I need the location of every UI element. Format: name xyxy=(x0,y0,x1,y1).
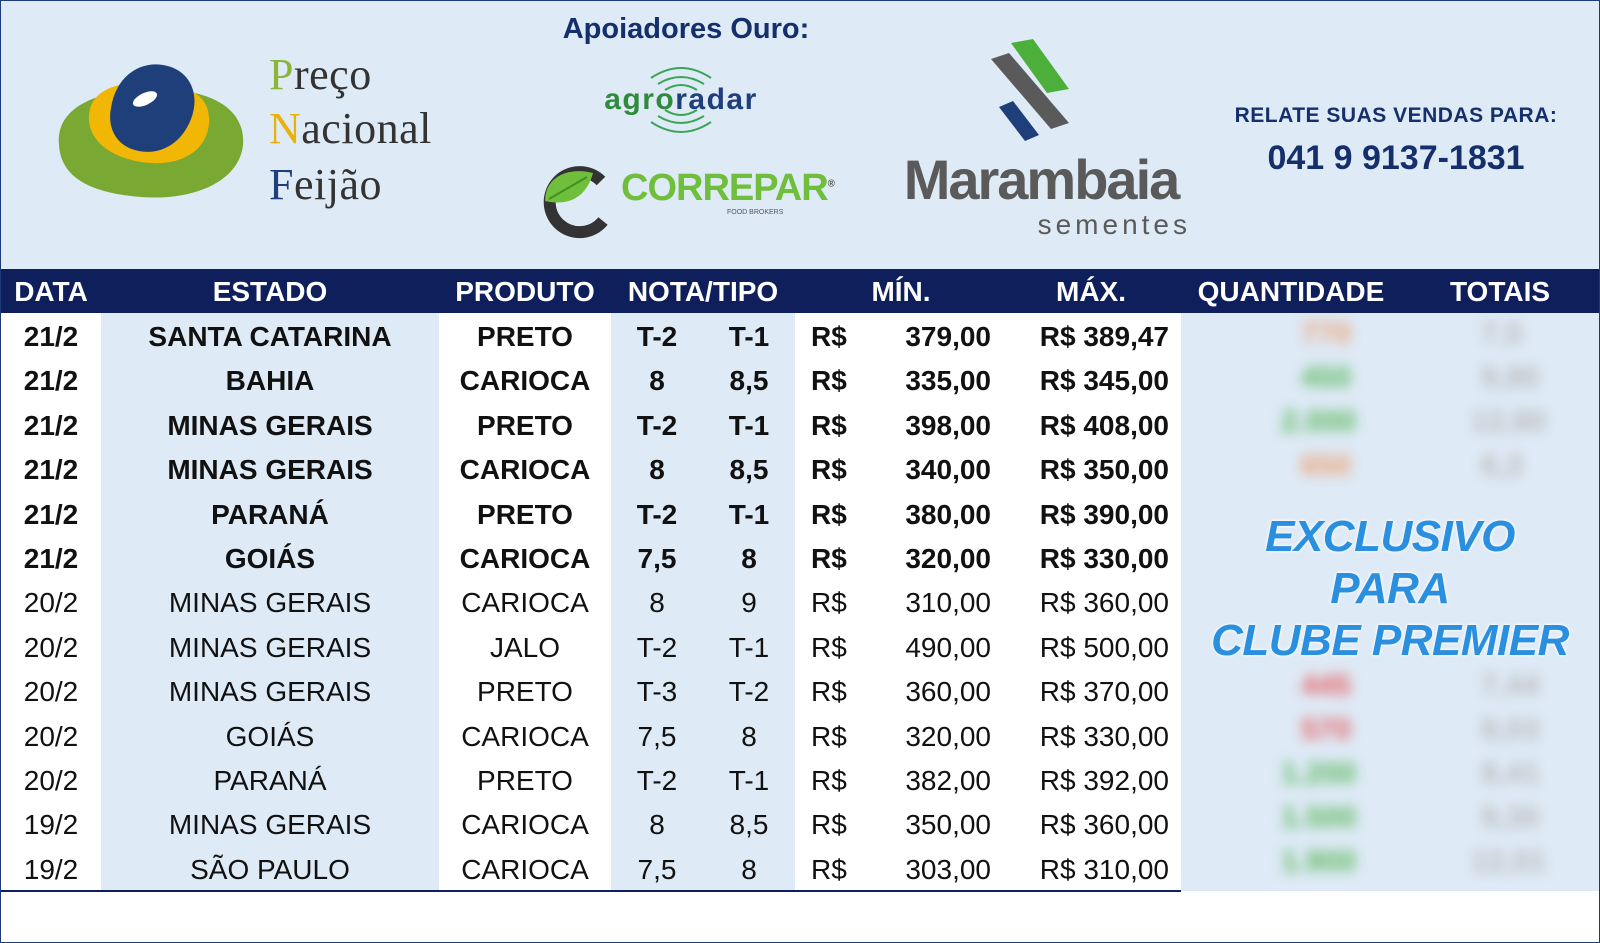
cell-produto: CARIOCA xyxy=(461,853,589,885)
blurred-value: 12,80 xyxy=(1471,405,1547,438)
cell-nota: 8 xyxy=(649,809,665,841)
col-header-produto: PRODUTO xyxy=(455,276,595,307)
cell-estado: MINAS GERAIS xyxy=(168,587,372,619)
cell-produto: PRETO xyxy=(477,409,573,441)
cell-nota: 7,5 xyxy=(637,720,677,752)
marambaia-wordmark: Marambaia xyxy=(903,148,1179,211)
cell-produto: CARIOCA xyxy=(459,454,591,486)
cell-estado: MINAS GERAIS xyxy=(167,454,373,486)
cell-tipo: T-1 xyxy=(728,498,770,530)
cell-data: 21/2 xyxy=(23,454,79,486)
cell-max: R$ 330,00 xyxy=(1039,720,1169,752)
exclusive-club-premier-overlay xyxy=(1181,511,1599,667)
cell-max: R$ 500,00 xyxy=(1039,631,1169,663)
cell-estado: SANTA CATARINA xyxy=(148,321,392,352)
agroradar-wordmark: agroradar xyxy=(604,83,758,116)
table-header xyxy=(1,269,1599,313)
brand-line-2: Nacional xyxy=(269,104,432,153)
blurred-value: 650 xyxy=(1301,449,1352,482)
blurred-value: 6,3 xyxy=(1481,449,1523,482)
cell-min: 379,00 xyxy=(905,321,991,352)
cell-data: 20/2 xyxy=(23,587,79,619)
blurred-value: 1.500 xyxy=(1281,801,1357,834)
cell-produto: CARIOCA xyxy=(461,809,589,841)
table-row xyxy=(1,491,1181,535)
cell-min: 382,00 xyxy=(905,765,991,796)
preco-nacional-feijao-logo xyxy=(51,50,471,223)
col-header-min: MÍN. xyxy=(871,276,931,307)
cell-estado: PARANÁ xyxy=(211,498,329,530)
cell-nota: 8 xyxy=(649,587,665,619)
cell-nota: 7,5 xyxy=(637,853,677,885)
cell-tipo: 8,5 xyxy=(729,365,769,397)
marambaia-logo xyxy=(891,31,1191,241)
table-row xyxy=(1,313,1181,357)
cell-min: 380,00 xyxy=(905,498,991,530)
cell-nota: T-2 xyxy=(636,765,678,796)
overlay-line-3: CLUBE PREMIER xyxy=(1211,616,1569,665)
table-row xyxy=(1,801,1181,845)
cell-data: 21/2 xyxy=(23,543,79,574)
cell-estado: GOIÁS xyxy=(225,720,315,752)
col-header-estado: ESTADO xyxy=(212,276,328,307)
cell-rs: R$ xyxy=(811,454,847,486)
table-row xyxy=(1,535,1181,579)
table-row xyxy=(1,402,1181,446)
overlay-line-1: EXCLUSIVO xyxy=(1265,512,1515,561)
cell-produto: PRETO xyxy=(477,321,573,352)
blurred-value: 7,44 xyxy=(1481,669,1540,702)
cell-max: R$ 370,00 xyxy=(1039,676,1169,708)
table-row xyxy=(1,579,1181,623)
blurred-value: 445 xyxy=(1301,669,1352,702)
contact-phone: 041 9 9137-1831 xyxy=(1267,139,1525,177)
cell-tipo: T-2 xyxy=(728,676,770,708)
cell-nota: T-3 xyxy=(636,676,678,708)
cell-min: 350,00 xyxy=(905,809,991,841)
cell-max: R$ 350,00 xyxy=(1039,454,1169,486)
cell-tipo: T-1 xyxy=(728,321,770,352)
blurred-value: 2.000 xyxy=(1281,405,1357,438)
cell-produto: CARIOCA xyxy=(459,365,591,397)
cell-max: R$ 360,00 xyxy=(1039,587,1169,619)
blurred-value: 8,41 xyxy=(1481,757,1540,790)
table-row xyxy=(1,624,1181,668)
col-header-max: MÁX. xyxy=(1056,276,1126,307)
cell-rs: R$ xyxy=(811,498,847,530)
cell-data: 20/2 xyxy=(23,720,79,752)
cell-data: 21/2 xyxy=(23,409,79,441)
cell-tipo: 8 xyxy=(741,720,757,752)
cell-rs: R$ xyxy=(811,809,847,841)
blurred-value: 7,5 xyxy=(1481,317,1523,350)
cell-min: 320,00 xyxy=(905,543,991,574)
cell-data: 21/2 xyxy=(23,321,79,352)
col-header-nota-tipo: NOTA/TIPO xyxy=(627,276,779,307)
cell-tipo: 9 xyxy=(741,587,757,619)
cell-max: R$ 330,00 xyxy=(1039,543,1169,574)
cell-data: 20/2 xyxy=(23,631,79,663)
cell-tipo: 8 xyxy=(741,543,757,574)
leaf-arrow-icon xyxy=(541,161,621,241)
cell-produto: PRETO xyxy=(477,765,573,796)
cell-min: 310,00 xyxy=(905,587,991,619)
blurred-value: 1.200 xyxy=(1281,757,1357,790)
table-row xyxy=(1,446,1181,490)
blurred-value: 770 xyxy=(1301,317,1352,350)
table-row xyxy=(1,713,1181,757)
col-header-quantidade: QUANTIDADE xyxy=(1197,276,1385,307)
blurred-value: 1.900 xyxy=(1281,845,1357,878)
cell-produto: CARIOCA xyxy=(459,543,591,574)
cell-tipo: T-1 xyxy=(728,631,770,663)
cell-produto: PRETO xyxy=(477,676,573,708)
cell-estado: PARANÁ xyxy=(213,765,327,796)
cell-produto: JALO xyxy=(489,631,561,663)
blurred-value: 8,03 xyxy=(1481,713,1540,746)
cell-rs: R$ xyxy=(811,365,847,397)
cell-max: R$ 392,00 xyxy=(1039,765,1169,796)
cell-data: 20/2 xyxy=(23,765,79,796)
cell-min: 335,00 xyxy=(905,365,991,397)
cell-min: 320,00 xyxy=(905,720,991,752)
brand-line-1: Preço xyxy=(269,50,372,99)
cell-rs: R$ xyxy=(811,765,847,796)
cell-data: 21/2 xyxy=(23,498,79,530)
cell-produto: PRETO xyxy=(477,498,573,530)
cell-data: 19/2 xyxy=(23,809,79,841)
cell-nota: T-2 xyxy=(636,631,678,663)
cell-max: R$ 389,47 xyxy=(1039,321,1169,352)
report-sales-label: RELATE SUAS VENDAS PARA: xyxy=(1234,104,1558,127)
cell-nota: 7,5 xyxy=(637,543,677,574)
correpar-subtitle: FOOD BROKERS xyxy=(727,209,784,216)
col-header-data: DATA xyxy=(14,276,88,307)
blurred-value: 12,01 xyxy=(1471,845,1547,878)
cell-rs: R$ xyxy=(811,631,847,663)
cell-max: R$ 408,00 xyxy=(1039,409,1169,441)
overlay-line-2: PARA xyxy=(1330,564,1450,613)
table-row xyxy=(1,357,1181,401)
cell-estado: MINAS GERAIS xyxy=(168,676,372,708)
cell-nota: T-2 xyxy=(636,321,678,352)
col-header-totais: TOTAIS xyxy=(1449,276,1551,307)
header-banner xyxy=(1,1,1599,269)
table-row xyxy=(1,757,1181,801)
blurred-value: 9,30 xyxy=(1481,801,1540,834)
cell-rs: R$ xyxy=(811,587,847,619)
cell-estado: MINAS GERAIS xyxy=(168,631,372,663)
marambaia-subtitle: sementes xyxy=(1037,209,1191,240)
cell-max: R$ 345,00 xyxy=(1039,365,1169,397)
cell-data: 20/2 xyxy=(23,676,79,708)
cell-max: R$ 310,00 xyxy=(1039,853,1169,885)
cell-tipo: T-1 xyxy=(728,409,770,441)
cell-nota: T-2 xyxy=(636,498,678,530)
cell-max: R$ 360,00 xyxy=(1039,809,1169,841)
correpar-logo xyxy=(541,161,835,241)
blurred-value: 9,80 xyxy=(1481,361,1540,394)
cell-estado: MINAS GERAIS xyxy=(168,809,372,841)
cell-tipo: T-1 xyxy=(728,765,770,796)
cell-rs: R$ xyxy=(811,543,847,574)
table-row xyxy=(1,846,1181,890)
cell-tipo: 8,5 xyxy=(729,454,769,486)
cell-nota: 8 xyxy=(649,365,665,397)
cell-nota: 8 xyxy=(649,454,665,486)
agroradar-logo xyxy=(566,56,796,146)
cell-rs: R$ xyxy=(811,321,847,352)
cell-rs: R$ xyxy=(811,409,847,441)
cell-data: 19/2 xyxy=(23,853,79,885)
cell-produto: CARIOCA xyxy=(461,720,589,752)
cell-nota: T-2 xyxy=(636,409,678,441)
cell-min: 360,00 xyxy=(905,676,991,708)
brand-line-3: Feijão xyxy=(269,160,382,209)
cell-estado: BAHIA xyxy=(225,365,315,397)
table-bottom-rule xyxy=(1,890,1181,892)
cell-rs: R$ xyxy=(811,720,847,752)
cell-estado: MINAS GERAIS xyxy=(167,409,373,441)
correpar-wordmark: CORREPAR® xyxy=(621,167,835,209)
cell-estado: SÃO PAULO xyxy=(190,853,350,885)
cell-min: 303,00 xyxy=(905,853,991,885)
cell-max: R$ 390,00 xyxy=(1039,498,1169,530)
cell-tipo: 8 xyxy=(741,853,757,885)
table-row xyxy=(1,668,1181,712)
cell-data: 21/2 xyxy=(23,365,79,397)
cell-produto: CARIOCA xyxy=(461,587,589,619)
cell-rs: R$ xyxy=(811,853,847,885)
cell-min: 398,00 xyxy=(905,409,991,441)
cell-tipo: 8,5 xyxy=(729,809,769,841)
cell-estado: GOIÁS xyxy=(224,543,316,574)
cell-min: 490,00 xyxy=(905,631,991,663)
bean-logo-icon xyxy=(51,53,251,213)
cell-rs: R$ xyxy=(811,676,847,708)
blurred-value: 450 xyxy=(1301,361,1352,394)
cell-min: 340,00 xyxy=(905,454,991,486)
blurred-value: 570 xyxy=(1301,713,1352,746)
supporters-title: Apoiadores Ouro: xyxy=(562,13,810,45)
marambaia-mark-icon xyxy=(891,31,1191,146)
